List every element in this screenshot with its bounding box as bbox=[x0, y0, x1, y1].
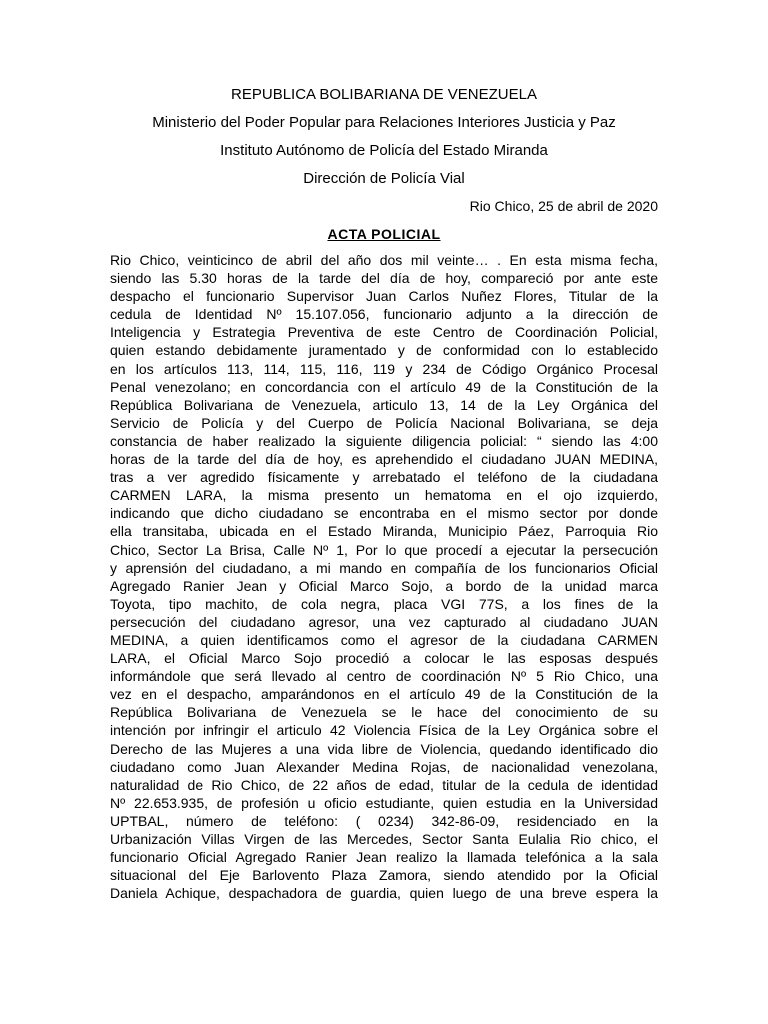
body-line: intención por infringir el articulo 42 Violencia Física de la Ley Orgánica sobre el bbox=[110, 722, 658, 739]
body-line: Nº 22.653.935, de profesión u oficio estudiante, quien estudia en la Universidad bbox=[110, 794, 658, 811]
body-line: y aprensión del ciudadano, a mi mando en compañía de los funcionarios Oficial bbox=[110, 559, 658, 576]
body-line: MEDINA, a quien identificamos como el agresor de la ciudadana CARMEN bbox=[110, 631, 658, 648]
body-line: Agregado Ranier Jean y Oficial Marco Sojo, a bordo de la unidad marca bbox=[110, 577, 658, 594]
body-line: naturalidad de Rio Chico, de 22 años de edad, titular de la cedula de identidad bbox=[110, 776, 658, 793]
body-line: República Bolivariana de Venezuela se le hace del conocimiento de su bbox=[110, 704, 658, 721]
body-line: LARA, el Oficial Marco Sojo procedió a colocar le las esposas después bbox=[110, 650, 658, 667]
body-line: vez en el despacho, amparándonos en el artículo 49 de la Constitución de la bbox=[110, 686, 658, 703]
body-line: en los artículos 113, 114, 115, 116, 119 y 234 de Código Orgánico Procesal bbox=[110, 360, 658, 377]
body-line: funcionario Oficial Agregado Ranier Jean realizo la llamada telefónica a la sala bbox=[110, 849, 658, 866]
body-line: Inteligencia y Estrategia Preventiva de este Centro de Coordinación Policial, bbox=[110, 324, 658, 341]
body-line: situacional del Eje Barlovento Plaza Zamora, siendo atendido por la Oficial bbox=[110, 867, 658, 884]
header-institute: Instituto Autónomo de Policía del Estado Miranda bbox=[220, 142, 548, 159]
body-line: indicando que dicho ciudadano se encontraba en el mismo sector por donde bbox=[110, 505, 658, 522]
body-line: quien estando debidamente juramentado y de conformidad con lo establecido bbox=[110, 342, 658, 359]
body-line: Derecho de las Mujeres a una vida libre de Violencia, quedando identificado dio bbox=[110, 740, 658, 757]
document-body bbox=[110, 251, 658, 902]
body-line: Servicio de Policía y del Cuerpo de Policía Nacional Bolivariana, se deja bbox=[110, 414, 658, 431]
header-republic: REPUBLICA BOLIBARIANA DE VENEZUELA bbox=[231, 86, 537, 103]
body-line: Rio Chico, veinticinco de abril del año dos mil veinte… . En esta misma fecha, bbox=[110, 252, 658, 268]
document-title: ACTA POLICIAL bbox=[327, 226, 441, 242]
body-line: horas de la tarde del día de hoy, es aprehendido el ciudadano JUAN MEDINA, bbox=[110, 451, 658, 468]
body-line: ciudadano como Juan Alexander Medina Rojas, de nacionalidad venezolana, bbox=[110, 758, 658, 775]
body-line: UPTBAL, número de teléfono: ( 0234) 342-86-09, residenciado en la bbox=[110, 812, 658, 829]
body-line: Chico, Sector La Brisa, Calle Nº 1, Por lo que procedí a ejecutar la persecución bbox=[110, 541, 658, 558]
body-line: Daniela Achique, despachadora de guardia, quien luego de una breve espera la bbox=[110, 885, 658, 902]
body-line: cedula de Identidad Nº 15.107.056, funcionario adjunto a la dirección de bbox=[110, 306, 658, 323]
body-line: persecución del ciudadano agresor, una vez capturado al ciudadano JUAN bbox=[110, 613, 658, 630]
body-line: siendo las 5.30 horas de la tarde del día de hoy, compareció por ante este bbox=[110, 270, 658, 287]
place-date: Rio Chico, 25 de abril de 2020 bbox=[469, 198, 658, 214]
body-line: constancia de haber realizado la siguiente diligencia policial: “ siendo las 4:00 bbox=[110, 432, 658, 449]
body-line: CARMEN LARA, la misma presento un hematoma en el ojo izquierdo, bbox=[110, 487, 658, 504]
header-directorate: Dirección de Policía Vial bbox=[303, 170, 465, 187]
body-line: despacho el funcionario Supervisor Juan Carlos Nuñez Flores, Titular de la bbox=[110, 288, 658, 305]
body-line: Toyota, tipo machito, de cola negra, placa VGI 77S, a los fines de la bbox=[110, 595, 658, 612]
body-line: Penal venezolano; en concordancia con el artículo 49 de la Constitución de la bbox=[110, 378, 658, 395]
body-line: República Bolivariana de Venezuela, articulo 13, 14 de la Ley Orgánica del bbox=[110, 396, 658, 413]
body-line: Urbanización Villas Virgen de las Mercedes, Sector Santa Eulalia Rio chico, el bbox=[110, 831, 658, 847]
body-line: informándole que será llevado al centro de coordinación Nº 5 Rio Chico, una bbox=[110, 668, 658, 685]
body-line: tras a ver agredido físicamente y arrebatado el teléfono de la ciudadana bbox=[110, 469, 658, 486]
header-ministry: Ministerio del Poder Popular para Relaciones Interiores Justicia y Paz bbox=[152, 114, 616, 131]
body-line: ella transitaba, ubicada en el Estado Miranda, Municipio Páez, Parroquia Rio bbox=[110, 523, 658, 540]
